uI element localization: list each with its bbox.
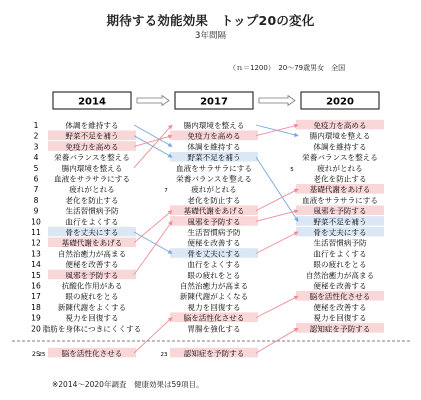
ranking-item: 栄養バランスを整える xyxy=(54,153,130,163)
ranking-item: 骨を丈夫にする xyxy=(65,228,119,237)
year-header: 2014 xyxy=(78,96,106,108)
rank-number: 19 xyxy=(31,313,41,323)
ranking-item: 視力を回復する xyxy=(187,302,241,312)
ranking-item: 野菜不足を補う xyxy=(313,217,367,227)
rank-number: 18 xyxy=(31,302,41,312)
ranking-item: 老化を防止する xyxy=(187,195,241,205)
ranking-item: 風邪を予防する xyxy=(65,270,119,280)
ranking-item: 生活習慣病予防 xyxy=(187,228,241,237)
ranking-item: 生活習慣病予防 xyxy=(65,206,119,216)
ranking-item: 体調を維持する xyxy=(187,142,241,152)
year-header: 2017 xyxy=(200,96,228,108)
ranking-item: 風邪を予防する xyxy=(313,206,367,216)
ranking-item: 脂肪を身体につきにくくする xyxy=(42,324,142,334)
rank-up-arrow xyxy=(134,221,172,274)
rank-up-arrow xyxy=(256,232,298,253)
ranking-item: 眼の疲れをとる xyxy=(313,260,367,270)
rank-up-arrow xyxy=(134,136,172,147)
ranking-item: 野菜不足を補う xyxy=(187,153,241,163)
ranking-item: 便秘を改善する xyxy=(313,302,367,312)
rank-up-arrow xyxy=(256,296,298,317)
ranking-item: 脳を活性化させる xyxy=(183,313,245,323)
ranking-item: 腸内環境を整える xyxy=(309,131,371,141)
ranking-item: 栄養バランスを整える xyxy=(176,174,252,184)
ranking-item: 骨を丈夫にする xyxy=(313,228,367,237)
ranking-item: 自然治癒力が高まる xyxy=(179,281,249,291)
period-arrow xyxy=(259,96,295,106)
rank-number: 20 xyxy=(31,324,41,334)
ranking-item: 視力を回復する xyxy=(65,313,119,323)
sample-note: （ｎ＝1200） 20～79歳男女 全国 xyxy=(229,64,346,72)
rank-up-arrow xyxy=(134,125,172,168)
rank-marker: 5 xyxy=(290,166,294,173)
rank-number: 16 xyxy=(31,281,41,291)
ranking-item: 基礎代謝をあげる xyxy=(183,206,245,216)
ranking-item: 血液をサラサラにする xyxy=(176,163,252,173)
ranking-item: 眼の疲れをとる xyxy=(65,292,119,302)
ranking-item: 基礎代謝をあげる xyxy=(61,238,123,248)
ranking-item: 新陳代謝をよくする xyxy=(57,302,127,312)
ranking-item: 認知症を予防する xyxy=(309,324,371,334)
chart-title: 期待する効能効果 トップ20の変化 xyxy=(106,13,315,28)
rank-number: 12 xyxy=(31,238,41,248)
rank-number: 5 xyxy=(33,163,39,173)
rank-number: 10 xyxy=(31,217,41,227)
ranking-item: 骨を丈夫にする xyxy=(187,249,241,259)
ranking-item: 自然治癒力が高まる xyxy=(57,249,127,259)
rank-number: 25 xyxy=(31,350,41,358)
rank-number: 2 xyxy=(33,131,39,141)
rank-down-arrow xyxy=(134,125,172,146)
ranking-item-extra: 認知症を予防する xyxy=(183,349,245,358)
ranking-item: 新陳代謝がよくなる xyxy=(179,292,249,302)
ranking-item: 老化を防止する xyxy=(313,174,367,184)
ranking-item: 血液をサラサラにする xyxy=(54,174,130,184)
rank-number: 23 xyxy=(160,352,168,358)
rank-number: 4 xyxy=(33,153,39,163)
ranking-item: 基礎代謝をあげる xyxy=(309,185,371,195)
rank-number: 15 xyxy=(31,270,41,280)
ranking-item: 免疫力を高める xyxy=(65,142,119,152)
ranking-item: 栄養バランスを整える xyxy=(302,153,378,163)
ranking-item: 風邪を予防する xyxy=(187,217,241,227)
ranking-item: 疲れがとれる xyxy=(191,185,237,195)
ranking-item: 体調を維持する xyxy=(313,142,367,152)
rank-up-arrow xyxy=(256,189,298,210)
ranking-item: 野菜不足を補う xyxy=(65,131,119,141)
ranking-item: 免疫力を高める xyxy=(187,131,241,141)
ranking-item: 視力を回復する xyxy=(313,313,367,323)
rank-number: 6 xyxy=(33,174,39,184)
rank-number: 17 xyxy=(31,292,41,302)
rank-number: 3 xyxy=(33,142,39,152)
ranking-item: 血行をよくする xyxy=(187,260,241,270)
ranking-item: 血行をよくする xyxy=(313,249,367,259)
rank-up-arrow xyxy=(134,318,172,353)
rank-number: 1 xyxy=(33,121,39,130)
ranking-item: 抗酸化作用がある xyxy=(61,281,123,291)
rank-number: 9 xyxy=(33,206,39,216)
ranking-item: 腸内環境を整える xyxy=(61,163,123,173)
chart-subtitle: 3年間隔 xyxy=(195,31,226,41)
rank-number: 25 xyxy=(38,352,46,358)
ranking-item: 疲れがとれる xyxy=(317,163,363,173)
rank-down-arrow xyxy=(134,232,172,253)
rank-up-arrow xyxy=(134,211,172,243)
ranking-item: 便秘を改善する xyxy=(313,281,367,291)
rank-number: 11 xyxy=(31,228,41,237)
year-header: 2020 xyxy=(326,96,354,108)
ranking-item: 脳を活性化させる xyxy=(309,292,371,302)
ranking-item: 体調を維持する xyxy=(65,121,119,130)
footnote: ※2014～2020年調査 健康効果は59項目。 xyxy=(52,380,204,389)
ranking-item: 自然治癒力が高まる xyxy=(305,270,375,280)
ranking-item: 免疫力を高める xyxy=(313,121,367,130)
ranking-item: 血行をよくする xyxy=(65,217,119,227)
period-arrow xyxy=(137,96,169,106)
ranking-item: 便秘を改善する xyxy=(187,238,241,248)
ranking-item: 老化を防止する xyxy=(65,195,119,205)
ranking-item: 腸内環境を整える xyxy=(183,121,245,130)
ranking-item: 血液をサラサラにする xyxy=(302,195,378,205)
ranking-item: 胃腸を強化する xyxy=(187,324,241,334)
rank-marker: 7 xyxy=(164,188,168,195)
rank-number: 14 xyxy=(31,260,41,270)
rank-number: 7 xyxy=(33,185,39,195)
ranking-item: 生活習慣病予防 xyxy=(313,238,367,248)
rank-up-arrow xyxy=(256,211,298,222)
ranking-item: 眼の疲れをとる xyxy=(187,270,241,280)
ranking-item: 疲れがとれる xyxy=(69,185,115,195)
rank-number: 13 xyxy=(31,249,41,259)
ranking-item: 便秘を改善する xyxy=(65,260,119,270)
rank-number: 8 xyxy=(33,195,39,205)
ranking-item-extra: 脳を活性化させる xyxy=(61,349,123,358)
